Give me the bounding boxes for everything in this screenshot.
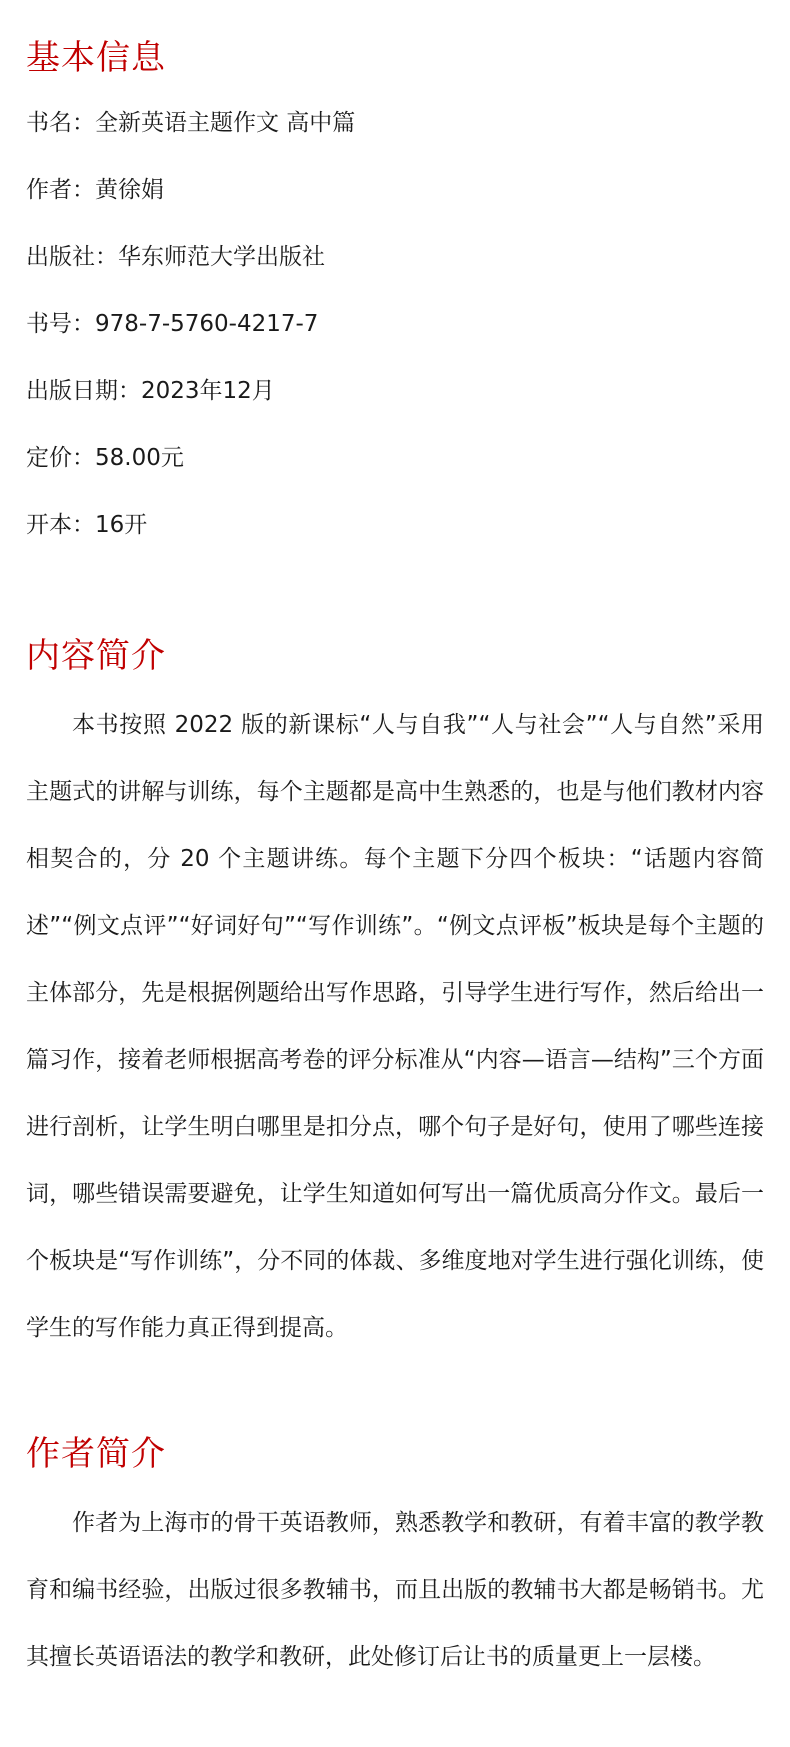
info-isbn: 书号：978-7-5760-4217-7 (26, 311, 319, 337)
content-intro-heading: 内容简介 (26, 636, 166, 676)
info-price: 定价：58.00元 (26, 445, 184, 471)
basic-info-heading: 基本信息 (26, 38, 166, 78)
author-intro-heading: 作者简介 (26, 1434, 166, 1474)
info-publisher: 出版社：华东师范大学出版社 (26, 244, 325, 270)
info-publish-date: 出版日期：2023年12月 (26, 378, 275, 404)
content-intro-text: 本书按照 2022 版的新课标“人与自我”“人与社会”“人与自然”采用主题式的讲解与训练，每个主题都是高中生熟悉的，也是与他们教材内容相契合的，分 20 个主题讲练。每个主题下分四个板块：“话题内容简述”“例文点评”“好词好句”“写作训练”。“例文点评板”板块是每个主题的主体部分，先是根据例题给出写作思路，引导学生进行写作，然后给出一篇习作，接着老师根据高考卷的评分标准从“内容—语言—结构”三个方面进行剖析，让学生明白哪里是扣分点，哪个句子是好句，使用了哪些连接词，哪些错误需要避免，让学生知道如何写出一篇优质高分作文。最后一个板块是“写作训练”，分不同的体裁、多维度地对学生进行强化训练，使学生的写作能力真正得到提高。 (26, 712, 764, 1341)
info-format: 开本：16开 (26, 512, 148, 538)
basic-info-list (26, 90, 764, 559)
author-intro-text: 作者为上海市的骨干英语教师，熟悉教学和教研，有着丰富的教学教育和编书经验，出版过很多教辅书，而且出版的教辅书大都是畅销书。尤其擅长英语语法的教学和教研，此处修订后让书的质量更上一层楼。 (26, 1510, 764, 1670)
info-book-name: 书名：全新英语主题作文 高中篇 (26, 110, 356, 136)
info-author: 作者：黄徐娟 (26, 177, 164, 203)
